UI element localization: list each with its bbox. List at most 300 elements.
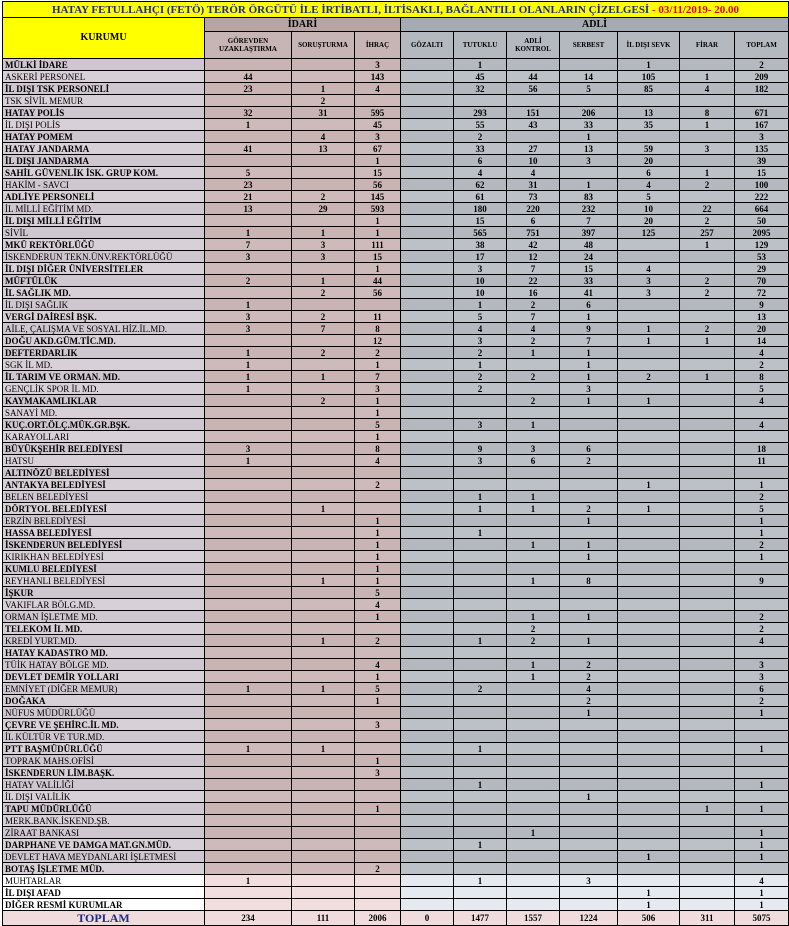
table-body xyxy=(3,59,789,911)
value-cell: 2 xyxy=(507,335,560,347)
value-cell xyxy=(292,359,355,371)
value-cell xyxy=(454,611,507,623)
kurum-name-cell: SGK İL MD. xyxy=(3,359,205,371)
value-cell: 1 xyxy=(292,227,355,239)
kurum-name-cell: DİĞER RESMİ KURUMLAR xyxy=(3,899,205,911)
value-cell xyxy=(680,155,735,167)
value-cell: 41 xyxy=(560,287,618,299)
value-cell: 45 xyxy=(454,71,507,83)
value-cell: 1 xyxy=(355,551,401,563)
value-cell: 1 xyxy=(355,563,401,575)
value-cell: 50 xyxy=(735,215,789,227)
value-cell xyxy=(454,755,507,767)
value-cell xyxy=(401,323,454,335)
table-row xyxy=(3,875,789,887)
value-cell: 1 xyxy=(507,671,560,683)
value-cell: 145 xyxy=(355,191,401,203)
value-cell: 7 xyxy=(507,311,560,323)
value-cell: 53 xyxy=(735,251,789,263)
value-cell xyxy=(292,443,355,455)
value-cell xyxy=(680,347,735,359)
value-cell xyxy=(292,515,355,527)
value-cell: 1 xyxy=(735,527,789,539)
value-cell: 31 xyxy=(292,107,355,119)
value-cell xyxy=(680,191,735,203)
value-cell: 11 xyxy=(735,455,789,467)
value-cell xyxy=(680,419,735,431)
value-cell xyxy=(507,59,560,71)
value-cell: 38 xyxy=(454,239,507,251)
value-cell xyxy=(680,635,735,647)
value-cell: 5 xyxy=(355,587,401,599)
value-cell xyxy=(205,803,292,815)
value-cell: 10 xyxy=(507,155,560,167)
value-cell: 1 xyxy=(560,311,618,323)
value-cell: 6 xyxy=(618,167,680,179)
value-cell: 1 xyxy=(355,395,401,407)
value-cell: 3 xyxy=(560,155,618,167)
value-cell xyxy=(618,95,680,107)
value-cell: 2 xyxy=(735,491,789,503)
value-cell: 1 xyxy=(735,779,789,791)
value-cell xyxy=(401,803,454,815)
value-cell: 1 xyxy=(454,779,507,791)
value-cell: 7 xyxy=(292,323,355,335)
kurum-name-cell: ERZİN BELEDİYESİ xyxy=(3,515,205,527)
value-cell xyxy=(618,251,680,263)
value-cell xyxy=(401,131,454,143)
value-cell xyxy=(401,167,454,179)
value-cell: 1 xyxy=(560,131,618,143)
value-cell: 206 xyxy=(560,107,618,119)
value-cell: 2 xyxy=(292,95,355,107)
value-cell: 1 xyxy=(454,875,507,887)
value-cell: 1 xyxy=(560,515,618,527)
value-cell xyxy=(680,671,735,683)
value-cell xyxy=(401,815,454,827)
value-cell xyxy=(507,359,560,371)
value-cell xyxy=(618,383,680,395)
table-row xyxy=(3,695,789,707)
value-cell xyxy=(292,863,355,875)
kurum-name-cell: DOĞU AKD.GÜM.TİC.MD. xyxy=(3,335,205,347)
value-cell xyxy=(401,575,454,587)
value-cell xyxy=(560,743,618,755)
value-cell xyxy=(560,767,618,779)
value-cell: 67 xyxy=(355,143,401,155)
kurum-name-cell: KUMLU BELEDİYESİ xyxy=(3,563,205,575)
value-cell: 1 xyxy=(205,875,292,887)
value-cell: 1 xyxy=(292,683,355,695)
table-row xyxy=(3,203,789,215)
value-cell: 29 xyxy=(292,203,355,215)
value-cell xyxy=(355,299,401,311)
value-cell: 2 xyxy=(454,683,507,695)
value-cell xyxy=(401,83,454,95)
value-cell: 4 xyxy=(618,263,680,275)
value-cell xyxy=(560,755,618,767)
table-row xyxy=(3,611,789,623)
kurum-name-cell: HATSU xyxy=(3,455,205,467)
totals-row xyxy=(3,911,789,926)
table-row xyxy=(3,467,789,479)
value-cell: 2 xyxy=(507,299,560,311)
value-cell xyxy=(618,875,680,887)
value-cell xyxy=(205,587,292,599)
total-cell: 2006 xyxy=(355,911,401,926)
value-cell xyxy=(735,767,789,779)
value-cell: 41 xyxy=(205,143,292,155)
value-cell xyxy=(355,623,401,635)
value-cell xyxy=(292,167,355,179)
value-cell xyxy=(735,863,789,875)
value-cell xyxy=(680,599,735,611)
value-cell xyxy=(560,779,618,791)
value-cell: 1 xyxy=(454,743,507,755)
value-cell: 3 xyxy=(560,875,618,887)
value-cell xyxy=(292,119,355,131)
value-cell: 111 xyxy=(355,239,401,251)
table-row xyxy=(3,647,789,659)
value-cell xyxy=(292,59,355,71)
table-row xyxy=(3,155,789,167)
value-cell xyxy=(680,623,735,635)
kurum-name-cell: TÜİK HATAY BÖLGE MD. xyxy=(3,659,205,671)
value-cell: 2 xyxy=(355,479,401,491)
table-row xyxy=(3,827,789,839)
value-cell: 4 xyxy=(618,179,680,191)
value-cell xyxy=(454,515,507,527)
value-cell: 180 xyxy=(454,203,507,215)
value-cell xyxy=(205,491,292,503)
value-cell xyxy=(401,347,454,359)
value-cell: 1 xyxy=(292,575,355,587)
kurum-name-cell: REYHANLI BELEDİYESİ xyxy=(3,575,205,587)
value-cell: 8 xyxy=(560,575,618,587)
kurum-name-cell: TELEKOM İL MD. xyxy=(3,623,205,635)
value-cell xyxy=(205,779,292,791)
value-cell xyxy=(401,551,454,563)
value-cell: 135 xyxy=(735,143,789,155)
value-cell: 22 xyxy=(680,203,735,215)
value-cell: 1 xyxy=(680,371,735,383)
value-cell xyxy=(507,755,560,767)
value-cell xyxy=(355,839,401,851)
value-cell: 6 xyxy=(735,683,789,695)
value-cell: 1 xyxy=(560,791,618,803)
value-cell: 1 xyxy=(454,59,507,71)
value-cell xyxy=(355,647,401,659)
value-cell: 3 xyxy=(292,239,355,251)
value-cell xyxy=(401,743,454,755)
kurum-name-cell: HATAY POMEM xyxy=(3,131,205,143)
kurum-name-cell: İSKENDERUN BELEDİYESİ xyxy=(3,539,205,551)
kurum-name-cell: BOTAŞ İŞLETME MÜD. xyxy=(3,863,205,875)
value-cell: 1 xyxy=(680,71,735,83)
value-cell xyxy=(454,623,507,635)
value-cell xyxy=(401,899,454,911)
value-cell: 4 xyxy=(355,599,401,611)
value-cell xyxy=(401,671,454,683)
value-cell xyxy=(680,791,735,803)
value-cell xyxy=(507,863,560,875)
value-cell xyxy=(292,431,355,443)
kurum-name-cell: BELEN BELEDİYESİ xyxy=(3,491,205,503)
value-cell xyxy=(618,659,680,671)
kurum-name-cell: MÜFTÜLÜK xyxy=(3,275,205,287)
value-cell xyxy=(454,431,507,443)
value-cell xyxy=(205,887,292,899)
kurum-name-cell: SANAYİ MD. xyxy=(3,407,205,419)
value-cell xyxy=(618,791,680,803)
value-cell: 1 xyxy=(735,827,789,839)
value-cell xyxy=(292,215,355,227)
value-cell xyxy=(560,839,618,851)
value-cell: 1 xyxy=(735,479,789,491)
table-row xyxy=(3,899,789,911)
value-cell xyxy=(618,863,680,875)
value-cell xyxy=(454,467,507,479)
kurum-name-cell: HATAY POLİS xyxy=(3,107,205,119)
table-row xyxy=(3,239,789,251)
table-row xyxy=(3,431,789,443)
value-cell: 1 xyxy=(454,527,507,539)
value-cell xyxy=(205,287,292,299)
value-cell: 1 xyxy=(205,359,292,371)
value-cell: 5 xyxy=(454,311,507,323)
table-row xyxy=(3,503,789,515)
table-row xyxy=(3,599,789,611)
kurum-name-cell: DOĞAKA xyxy=(3,695,205,707)
value-cell xyxy=(355,95,401,107)
value-cell xyxy=(680,443,735,455)
value-cell: 1 xyxy=(355,671,401,683)
table-row xyxy=(3,671,789,683)
value-cell: 151 xyxy=(507,107,560,119)
col-header-firar: FİRAR xyxy=(680,32,735,59)
value-cell: 9 xyxy=(560,323,618,335)
kurum-name-cell: KUÇ.ORT.ÖLÇ.MÜK.GR.BŞK. xyxy=(3,419,205,431)
table-row xyxy=(3,803,789,815)
value-cell: 18 xyxy=(735,443,789,455)
value-cell: 1 xyxy=(507,347,560,359)
value-cell: 12 xyxy=(507,251,560,263)
value-cell: 1 xyxy=(355,695,401,707)
value-cell: 15 xyxy=(560,263,618,275)
value-cell xyxy=(507,791,560,803)
col-header-goreveden-uzaklastirma: GÖREVDEN UZAKLAŞTIRMA xyxy=(205,32,292,59)
value-cell: 12 xyxy=(355,335,401,347)
value-cell xyxy=(560,587,618,599)
value-cell: 4 xyxy=(735,635,789,647)
table-row xyxy=(3,83,789,95)
kurum-name-cell: İL DIŞI SAĞLIK xyxy=(3,299,205,311)
value-cell: 3 xyxy=(205,251,292,263)
value-cell: 3 xyxy=(735,671,789,683)
value-cell xyxy=(292,407,355,419)
value-cell: 2 xyxy=(560,503,618,515)
value-cell: 1 xyxy=(560,707,618,719)
value-cell xyxy=(680,95,735,107)
value-cell: 3 xyxy=(507,443,560,455)
kurum-name-cell: ÇEVRE VE ŞEHİRC.İL MD. xyxy=(3,719,205,731)
col-header-tutuklu: TUTUKLU xyxy=(454,32,507,59)
table-row xyxy=(3,347,789,359)
table-row xyxy=(3,743,789,755)
kurum-name-cell: TOPRAK MAHS.OFİSİ xyxy=(3,755,205,767)
value-cell xyxy=(735,587,789,599)
value-cell: 2 xyxy=(680,179,735,191)
value-cell: 1 xyxy=(454,635,507,647)
value-cell xyxy=(680,299,735,311)
value-cell xyxy=(618,539,680,551)
kurum-name-cell: HASSA BELEDİYESİ xyxy=(3,527,205,539)
value-cell xyxy=(618,839,680,851)
value-cell: 2 xyxy=(680,275,735,287)
value-cell xyxy=(292,719,355,731)
table-row xyxy=(3,563,789,575)
value-cell xyxy=(454,899,507,911)
value-cell xyxy=(292,491,355,503)
value-cell xyxy=(401,767,454,779)
value-cell xyxy=(680,467,735,479)
kurum-name-cell: ORMAN İŞLETME MD. xyxy=(3,611,205,623)
value-cell xyxy=(618,467,680,479)
value-cell xyxy=(507,683,560,695)
value-cell xyxy=(292,71,355,83)
value-cell xyxy=(560,731,618,743)
value-cell: 4 xyxy=(355,455,401,467)
value-cell: 1 xyxy=(735,743,789,755)
value-cell xyxy=(355,899,401,911)
value-cell xyxy=(205,791,292,803)
value-cell: 1 xyxy=(355,431,401,443)
value-cell: 2 xyxy=(680,323,735,335)
value-cell: 8 xyxy=(735,371,789,383)
value-cell: 1 xyxy=(355,263,401,275)
value-cell: 1 xyxy=(680,239,735,251)
value-cell xyxy=(454,827,507,839)
value-cell xyxy=(507,599,560,611)
value-cell xyxy=(292,455,355,467)
value-cell xyxy=(292,299,355,311)
value-cell: 2 xyxy=(355,863,401,875)
value-cell xyxy=(618,683,680,695)
value-cell xyxy=(618,779,680,791)
value-cell xyxy=(680,719,735,731)
value-cell xyxy=(618,299,680,311)
value-cell: 33 xyxy=(560,119,618,131)
value-cell: 1 xyxy=(618,479,680,491)
kurum-name-cell: DEVLET HAVA MEYDANLARI İŞLETMESİ xyxy=(3,851,205,863)
value-cell: 31 xyxy=(507,179,560,191)
value-cell: 4 xyxy=(680,83,735,95)
value-cell: 2 xyxy=(680,215,735,227)
value-cell: 5 xyxy=(618,191,680,203)
value-cell: 2 xyxy=(507,395,560,407)
value-cell: 44 xyxy=(205,71,292,83)
value-cell xyxy=(560,623,618,635)
table-row xyxy=(3,419,789,431)
kurum-name-cell: SİVİL xyxy=(3,227,205,239)
value-cell xyxy=(292,419,355,431)
table-row xyxy=(3,839,789,851)
value-cell: 7 xyxy=(560,335,618,347)
value-cell: 1 xyxy=(355,575,401,587)
value-cell xyxy=(618,455,680,467)
value-cell: 20 xyxy=(618,215,680,227)
value-cell: 32 xyxy=(205,107,292,119)
value-cell: 6 xyxy=(507,455,560,467)
value-cell: 3 xyxy=(735,131,789,143)
value-cell: 1 xyxy=(507,611,560,623)
total-cell: 1224 xyxy=(560,911,618,926)
value-cell: 1 xyxy=(292,275,355,287)
value-cell: 1 xyxy=(560,539,618,551)
kurum-name-cell: MUHTARLAR xyxy=(3,875,205,887)
value-cell xyxy=(735,467,789,479)
value-cell: 1 xyxy=(735,707,789,719)
kurum-name-cell: AİLE, ÇALIŞMA VE SOSYAL HİZ.İL.MD. xyxy=(3,323,205,335)
value-cell: 42 xyxy=(507,239,560,251)
value-cell xyxy=(507,515,560,527)
value-cell: 15 xyxy=(735,167,789,179)
total-cell: 111 xyxy=(292,911,355,926)
value-cell xyxy=(680,395,735,407)
value-cell: 1 xyxy=(355,407,401,419)
value-cell xyxy=(205,731,292,743)
value-cell xyxy=(560,827,618,839)
value-cell xyxy=(454,707,507,719)
kurum-name-cell: HATAY KADASTRO MD. xyxy=(3,647,205,659)
value-cell: 5 xyxy=(735,383,789,395)
value-cell xyxy=(205,671,292,683)
value-cell xyxy=(618,623,680,635)
value-cell: 48 xyxy=(560,239,618,251)
value-cell xyxy=(618,731,680,743)
kurum-name-cell: İL DIŞI AFAD xyxy=(3,887,205,899)
value-cell xyxy=(355,707,401,719)
value-cell xyxy=(507,407,560,419)
value-cell: 56 xyxy=(355,179,401,191)
value-cell: 4 xyxy=(454,167,507,179)
value-cell: 1 xyxy=(205,683,292,695)
value-cell xyxy=(618,527,680,539)
value-cell: 13 xyxy=(735,311,789,323)
value-cell: 3 xyxy=(355,767,401,779)
table-row xyxy=(3,191,789,203)
table-row xyxy=(3,527,789,539)
value-cell xyxy=(735,407,789,419)
kurum-name-cell: İL SAĞLIK MD. xyxy=(3,287,205,299)
table-row xyxy=(3,491,789,503)
value-cell xyxy=(205,215,292,227)
value-cell xyxy=(205,515,292,527)
value-cell xyxy=(205,635,292,647)
kurum-name-cell: HATAY JANDARMA xyxy=(3,143,205,155)
value-cell: 3 xyxy=(292,251,355,263)
kurum-name-cell: ANTAKYA BELEDİYESİ xyxy=(3,479,205,491)
kurum-name-cell: İL TARIM VE ORMAN. MD. xyxy=(3,371,205,383)
value-cell xyxy=(401,287,454,299)
value-cell: 2 xyxy=(292,347,355,359)
value-cell: 2 xyxy=(292,287,355,299)
value-cell: 3 xyxy=(560,383,618,395)
value-cell: 209 xyxy=(735,71,789,83)
value-cell: 3 xyxy=(355,383,401,395)
value-cell xyxy=(735,731,789,743)
value-cell: 14 xyxy=(735,335,789,347)
